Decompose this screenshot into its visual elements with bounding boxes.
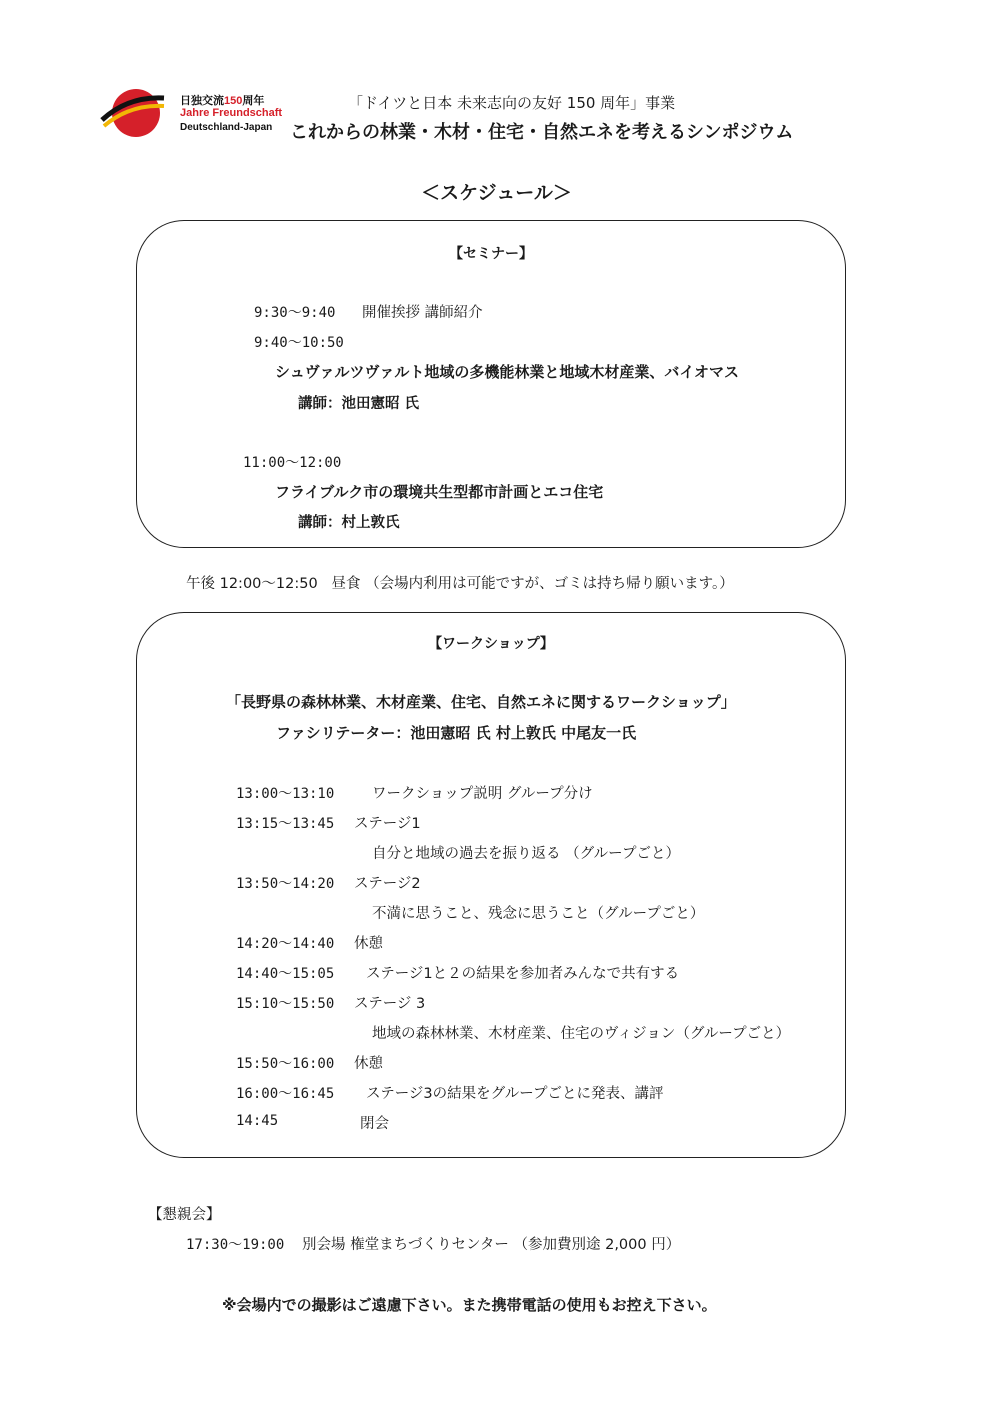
workshop-time-2: 13:15～13:45: [236, 816, 335, 832]
event-title: これからの林業・木材・住宅・自然エネを考えるシンポジウム: [290, 122, 794, 143]
seminar-lecture-2: フライブルク市の環境共生型都市計画とエコ住宅: [275, 483, 604, 501]
workshop-facilitators: ファシリテーター：池田憲昭 氏 村上敦氏 中尾友一氏: [276, 724, 637, 742]
workshop-time-8: 15:10～15:50: [236, 996, 335, 1012]
workshop-time-7: 14:40～15:05: [236, 966, 335, 982]
schedule-title: ＜スケジュール＞: [421, 182, 572, 204]
workshop-item-7: ステージ1と２の結果を参加者みんなで共有する: [366, 966, 680, 982]
lunch-text: 昼食 （会場内利用は可能ですが、ゴミは持ち帰り願います。）: [331, 576, 734, 592]
workshop-time-6: 14:20～14:40: [236, 936, 335, 952]
workshop-item-9: 地域の森林林業、木材産業、住宅のヴィジョン（グループごと）: [372, 1026, 791, 1042]
workshop-item-4: ステージ2: [354, 876, 421, 892]
workshop-time-11: 16:00～16:45: [236, 1086, 335, 1102]
workshop-item-10: 休憩: [354, 1056, 383, 1072]
friendship-logo-icon: [100, 86, 166, 138]
seminar-time-2: 9:40～10:50: [254, 335, 344, 351]
lunch-line: [186, 572, 734, 593]
notice-text: ※会場内での撮影はご遠慮下さい。また携帯電話の使用もお控え下さい。: [222, 1296, 717, 1314]
seminar-time-3: 11:00～12:00: [243, 455, 342, 471]
seminar-time-1: 9:30～9:40: [254, 305, 336, 321]
seminar-lecturer-1: 講師：池田憲昭 氏: [298, 396, 420, 412]
seminar-lecturer-2: 講師：村上敦氏: [298, 515, 400, 531]
seminar-heading: 【セミナー】: [449, 246, 533, 262]
workshop-time-1: 13:00～13:10: [236, 786, 335, 802]
reception-time: 17:30～19:00: [186, 1237, 285, 1253]
logo-line-3: Deutschland-Japan: [180, 122, 273, 133]
workshop-item-1: ワークショップ説明 グループ分け: [372, 786, 593, 802]
workshop-item-2: ステージ1: [354, 816, 421, 832]
workshop-title: 「長野県の森林林業、木材産業、住宅、自然エネに関するワークショップ」: [226, 693, 736, 711]
reception-heading: 【懇親会】: [148, 1207, 221, 1223]
lunch-time: 午後 12:00～12:50: [186, 576, 318, 592]
logo-line-2: Jahre Freundschaft: [180, 107, 283, 119]
workshop-item-11: ステージ3の結果をグループごとに発表、講評: [366, 1086, 664, 1102]
seminar-lecture-1: シュヴァルツヴァルト地域の多機能林業と地域木材産業、バイオマス: [275, 363, 739, 381]
reception-text: 別会場 権堂まちづくりセンター （参加費別途 2,000 円）: [302, 1237, 681, 1253]
workshop-time-4: 13:50～14:20: [236, 876, 335, 892]
seminar-item-1: 開催挨拶 講師紹介: [362, 305, 483, 321]
logo-line-1: 日独交流150周年: [180, 95, 265, 107]
workshop-item-5: 不満に思うこと、残念に思うこと（グループごと）: [372, 906, 705, 922]
event-subtitle: 「ドイツと日本 未来志向の友好 150 周年」事業: [348, 94, 676, 112]
workshop-item-12: 閉会: [360, 1116, 389, 1132]
workshop-heading: 【ワークショップ】: [428, 636, 554, 652]
workshop-item-6: 休憩: [354, 936, 383, 952]
workshop-time-12: 14:45: [236, 1113, 279, 1129]
workshop-item-8: ステージ 3: [354, 996, 426, 1012]
workshop-time-10: 15:50～16:00: [236, 1056, 335, 1072]
workshop-item-3: 自分と地域の過去を振り返る （グループごと）: [372, 846, 680, 862]
